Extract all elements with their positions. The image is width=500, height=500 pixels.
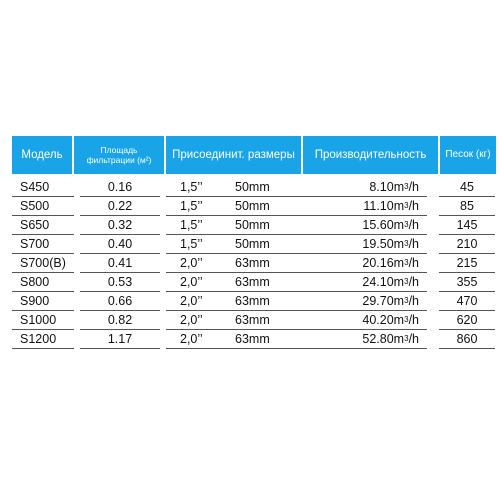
cell-area: 0.53 <box>80 273 160 292</box>
cell-performance: 52.80m 3 /h <box>297 330 427 349</box>
cell-sand: 860 <box>439 330 495 349</box>
cell-area: 0.16 <box>80 178 160 197</box>
cell-connection <box>166 197 297 216</box>
cell-area: 0.82 <box>80 311 160 330</box>
cell-perf-value: 20.16m <box>362 256 405 270</box>
cell-perf-value: 29.70m <box>362 294 405 308</box>
header-area <box>74 136 166 174</box>
table-header <box>12 136 496 174</box>
cell-conn-mm: 63mm <box>235 294 270 308</box>
cell-perf-unit: /h <box>408 332 419 346</box>
cell-perf-unit: /h <box>408 218 419 232</box>
cell-sand: 215 <box>439 254 495 273</box>
cell-connection <box>166 273 297 292</box>
table-row <box>12 311 496 330</box>
cell-conn-mm: 50mm <box>235 199 270 213</box>
table-row <box>12 235 496 254</box>
cell-model: S800 <box>12 273 74 292</box>
header-connection: Присоединит. размеры <box>166 136 303 174</box>
table-row <box>12 330 496 349</box>
cell-performance: 15.60m 3 /h <box>297 216 427 235</box>
cell-conn-mm: 63mm <box>235 256 270 270</box>
cell-perf-unit: /h <box>408 180 419 194</box>
cell-performance: 29.70m 3 /h <box>297 292 427 311</box>
cell-performance: 11.10m 3 /h <box>297 197 427 216</box>
cell-area: 0.66 <box>80 292 160 311</box>
cell-performance: 20.16m 3 /h <box>297 254 427 273</box>
cell-area: 0.22 <box>80 197 160 216</box>
cell-conn-inch: 1,5’’ <box>180 180 203 194</box>
cell-conn-inch: 2,0’’ <box>180 275 203 289</box>
header-model: Модель <box>12 136 74 174</box>
table-row <box>12 273 496 292</box>
table-row <box>12 178 496 197</box>
cell-conn-mm: 50mm <box>235 180 270 194</box>
cell-model: S1000 <box>12 311 74 330</box>
cell-conn-inch: 1,5’’ <box>180 218 203 232</box>
cell-model: S450 <box>12 178 74 197</box>
cell-area: 0.41 <box>80 254 160 273</box>
cell-sand: 45 <box>439 178 495 197</box>
table-row <box>12 216 496 235</box>
cell-conn-mm: 63mm <box>235 275 270 289</box>
cell-conn-inch: 1,5’’ <box>180 199 203 213</box>
cell-area: 0.40 <box>80 235 160 254</box>
table-row <box>12 197 496 216</box>
cell-model: S700(B) <box>12 254 74 273</box>
cell-perf-value: 11.10m <box>363 199 405 213</box>
header-area-line2: фильтрации (м²) <box>86 155 152 165</box>
cell-model: S1200 <box>12 330 74 349</box>
cell-model: S500 <box>12 197 74 216</box>
cell-connection <box>166 254 297 273</box>
cell-sand: 210 <box>439 235 495 254</box>
cell-perf-value: 52.80m <box>362 332 405 346</box>
cell-area: 0.32 <box>80 216 160 235</box>
cell-conn-inch: 2,0’’ <box>180 313 203 327</box>
cell-connection <box>166 311 297 330</box>
cell-sand: 620 <box>439 311 495 330</box>
table-body <box>12 178 496 349</box>
cell-performance: 24.10m 3 /h <box>297 273 427 292</box>
cell-perf-unit: /h <box>408 199 419 213</box>
cell-perf-unit: /h <box>408 313 419 327</box>
cell-sand: 470 <box>439 292 495 311</box>
table-row <box>12 254 496 273</box>
cell-conn-inch: 2,0’’ <box>180 256 203 270</box>
cell-conn-mm: 63mm <box>235 313 270 327</box>
cell-connection <box>166 178 297 197</box>
cell-perf-unit: /h <box>408 275 419 289</box>
cell-perf-value: 24.10m <box>362 275 405 289</box>
cell-sand: 355 <box>439 273 495 292</box>
cell-conn-inch: 2,0’’ <box>180 294 203 308</box>
cell-conn-inch: 1,5’’ <box>180 237 203 251</box>
cell-perf-unit: /h <box>408 237 419 251</box>
cell-performance: 8.10m 3 /h <box>297 178 427 197</box>
cell-perf-value: 8.10m <box>369 180 405 194</box>
cell-model: S900 <box>12 292 74 311</box>
cell-perf-value: 15.60m <box>362 218 405 232</box>
cell-perf-value: 40.20m <box>362 313 405 327</box>
header-area-line1: Площадь <box>100 145 138 155</box>
cell-conn-inch: 2,0’’ <box>180 332 203 346</box>
cell-sand: 85 <box>439 197 495 216</box>
cell-area: 1.17 <box>80 330 160 349</box>
cell-model: S650 <box>12 216 74 235</box>
cell-connection <box>166 235 297 254</box>
cell-perf-unit: /h <box>408 294 419 308</box>
cell-performance: 19.50m 3 /h <box>297 235 427 254</box>
header-sand: Песок (кг) <box>440 136 496 174</box>
cell-connection <box>166 216 297 235</box>
header-performance: Производительность <box>303 136 440 174</box>
cell-conn-mm: 63mm <box>235 332 270 346</box>
cell-connection <box>166 292 297 311</box>
table-row <box>12 292 496 311</box>
cell-conn-mm: 50mm <box>235 237 270 251</box>
cell-perf-value: 19.50m <box>362 237 405 251</box>
cell-performance: 40.20m 3 /h <box>297 311 427 330</box>
cell-conn-mm: 50mm <box>235 218 270 232</box>
cell-sand: 145 <box>439 216 495 235</box>
cell-perf-unit: /h <box>408 256 419 270</box>
cell-model: S700 <box>12 235 74 254</box>
cell-connection <box>166 330 297 349</box>
